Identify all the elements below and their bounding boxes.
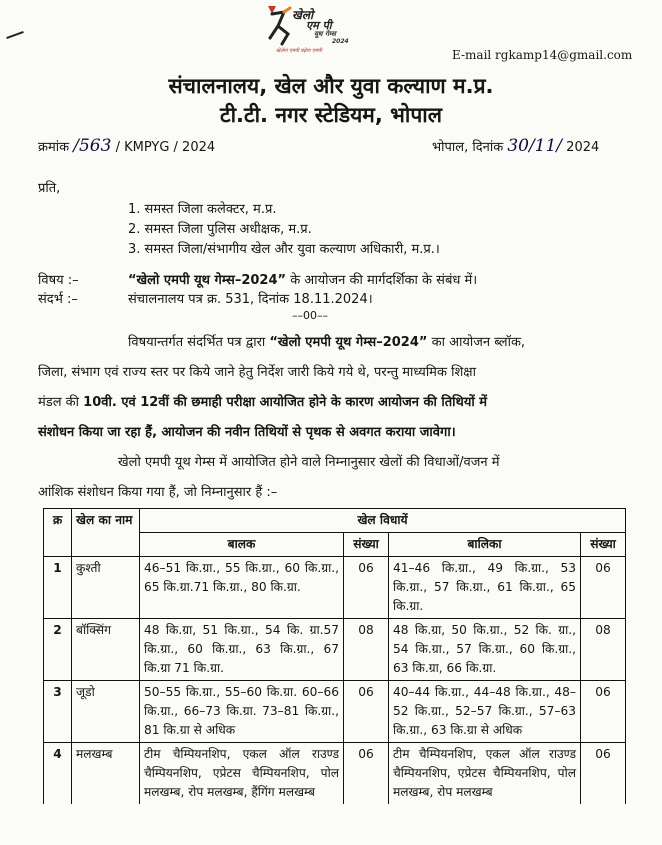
date-year: 2024 — [566, 140, 600, 155]
sports-weight-table — [43, 508, 626, 804]
office-name: संचालनालय, खेल और युवा कल्याण म.प्र. — [168, 74, 494, 98]
place-date — [432, 136, 599, 156]
logo-line-2: एम पी — [306, 19, 332, 32]
header-khel-naam: खेल का नाम — [72, 509, 140, 557]
header-khel-vidhayein: खेल विधायें — [140, 509, 626, 533]
cell-balak-count: 08 — [344, 619, 389, 681]
cell-balak: 48 कि.ग्रा, 51 कि.ग्रा., 54 कि. ग्रा.57 कि.ग्रा., 60 कि.ग्रा., 63 कि.ग्रा., 67 कि.ग्रा 71 कि.ग्रा. — [140, 619, 344, 681]
office-address: टी.टी. नगर स्टेडियम, भोपाल — [220, 103, 442, 127]
margin-mark — [6, 31, 24, 39]
recipient-item: 3. समस्त जिला/संभागीय खेल और युवा कल्याण अधिकारी, म.प्र.। — [128, 242, 440, 257]
para2-line2: आंशिक संशोधन किया गया हैं, जो निम्नानुसार हैं :– — [38, 485, 278, 500]
letter-code: / KMPYG / 2024 — [115, 140, 216, 155]
place-date-label: भोपाल, दिनांक — [432, 140, 504, 155]
cell-khel: कुश्ती — [72, 557, 140, 619]
table-row — [44, 681, 626, 743]
table-row — [44, 619, 626, 681]
para1-line3 — [38, 392, 487, 410]
cell-balak: 50–55 कि.ग्रा., 55–60 कि.ग्रा. 60–66 कि.ग्रा., 66–73 कि.ग्रा. 73–81 कि.ग्रा., 81 कि.ग्रा से अधिक — [140, 681, 344, 743]
header-sankhya-2: संख्या — [581, 533, 626, 557]
cell-balika-count: 06 — [581, 743, 626, 805]
date-handwritten: 30/11/ — [507, 136, 563, 156]
para1-text: मंडल की — [38, 395, 84, 410]
logo-line-1: खेलो — [292, 8, 314, 22]
cell-balak: 46–51 कि.ग्रा., 55 कि.ग्रा., 60 कि.ग्रा., 65 कि.ग्रा.71 कि.ग्रा., 80 कि.ग्रा. — [140, 557, 344, 619]
subject-rest: के आयोजन की मार्गदर्शिका के संबंध में। — [286, 273, 478, 288]
cell-balika-count: 06 — [581, 681, 626, 743]
para1-line4: संशोधन किया जा रहा हैं, आयोजन की नवीन तिथियों से पृथक से अवगत कराया जावेगा। — [38, 425, 456, 440]
cell-balika: 48 कि.ग्रा, 50 कि.ग्रा., 52 कि. ग्रा., 54 कि.ग्रा., 57 कि.ग्रा., 60 कि.ग्रा., 63 कि.ग्रा, 66 कि.ग्रा. — [389, 619, 581, 681]
cell-balak-count: 06 — [344, 743, 389, 805]
subject-label: विषय :– — [38, 273, 79, 288]
cell-khel: बॉक्सिंग — [72, 619, 140, 681]
cell-kr: 3 — [44, 681, 72, 743]
subject-title: “खेलो एमपी यूथ गेम्स–2024” — [128, 273, 287, 288]
letter-number-handwritten: /563 — [73, 136, 112, 156]
cell-khel: मलखम्ब — [72, 743, 140, 805]
para1-line2: जिला, संभाग एवं राज्य स्तर पर किये जाने हेतु निर्देश जारी किये गये थे, परन्तु माध्यमिक शिक्षा — [38, 365, 476, 380]
para1-text: का आयोजन ब्लॉक, — [427, 335, 526, 350]
table-row — [44, 743, 626, 805]
cell-balak: टीम चैम्पियनशिप, एकल ऑल राउण्ड चैम्पियनशिप, एप्रेटस चैम्पियनशिप, पोल मलखम्ब, रोप मलखम्ब, हैंगिंग मलखम्ब — [140, 743, 344, 805]
kramank-label: क्रमांक — [38, 140, 70, 155]
header-balika: बालिका — [389, 533, 581, 557]
cell-balika: टीम चैम्पियनशिप, एकल ऑल राउण्ड चैम्पियनशिप, एप्रेटस चैम्पियनशिप, पोल मलखम्ब, रोप मलखम्ब — [389, 743, 581, 805]
subject-text — [128, 270, 477, 288]
logo-line-3: यूथ गेम्स — [314, 30, 336, 38]
para1-title: “खेलो एमपी यूथ गेम्स–2024” — [269, 335, 428, 350]
separator: ––00–– — [292, 309, 328, 322]
para1-text: विषयान्तर्गत संदर्भित पत्र द्वारा — [128, 335, 270, 350]
cell-kr: 4 — [44, 743, 72, 805]
prati-label: प्रति, — [38, 181, 61, 196]
cell-balak-count: 06 — [344, 681, 389, 743]
para1-bold-text: 10वी. एवं 12वीं की छमाही परीक्षा आयोजित होने के कारण आयोजन की तिथियों में — [83, 395, 488, 410]
runner-figure-icon — [262, 4, 292, 48]
cell-balika: 40–44 कि.ग्रा., 44–48 कि.ग्रा., 48–52 कि.ग्रा., 52–57 कि.ग्रा., 57–63 कि.ग्रा., 63 कि.ग्रा से अधिक — [389, 681, 581, 743]
table-header-row — [44, 509, 626, 533]
cell-kr: 2 — [44, 619, 72, 681]
sandarbh-text: संचालनालय पत्र क्र. 531, दिनांक 18.11.2024। — [128, 292, 373, 307]
recipient-item: 1. समस्त जिला कलेक्टर, म.प्र. — [128, 202, 277, 217]
email-address: E-mail rgkamp14@gmail.com — [452, 48, 633, 62]
cell-kr: 1 — [44, 557, 72, 619]
cell-khel: जूडो — [72, 681, 140, 743]
header-balak: बालक — [140, 533, 344, 557]
cell-balika-count: 08 — [581, 619, 626, 681]
logo-year: 2024 — [332, 38, 349, 45]
cell-balak-count: 06 — [344, 557, 389, 619]
para2-line1: खेलो एमपी यूथ गेम्स में आयोजित होने वाले निम्नानुसार खेलों की विधाओं/वजन में — [118, 455, 500, 470]
recipient-item: 2. समस्त जिला पुलिस अधीक्षक, म.प्र. — [128, 222, 312, 237]
logo-tagline: खेलेगा एमपी बढ़ेगा एमपी — [276, 48, 322, 54]
header-sankhya: संख्या — [344, 533, 389, 557]
cell-balika-count: 06 — [581, 557, 626, 619]
table-row — [44, 557, 626, 619]
reference-number — [38, 136, 215, 156]
cell-balika: 41–46 कि.ग्रा., 49 कि.ग्रा., 53 कि.ग्रा., 57 कि.ग्रा., 61 कि.ग्रा., 65 कि.ग्रा. — [389, 557, 581, 619]
sandarbh-label: संदर्भ :– — [38, 292, 78, 307]
header-kr: क्र — [44, 509, 72, 557]
khelo-mp-logo — [262, 4, 392, 56]
para1-line1 — [128, 332, 525, 350]
